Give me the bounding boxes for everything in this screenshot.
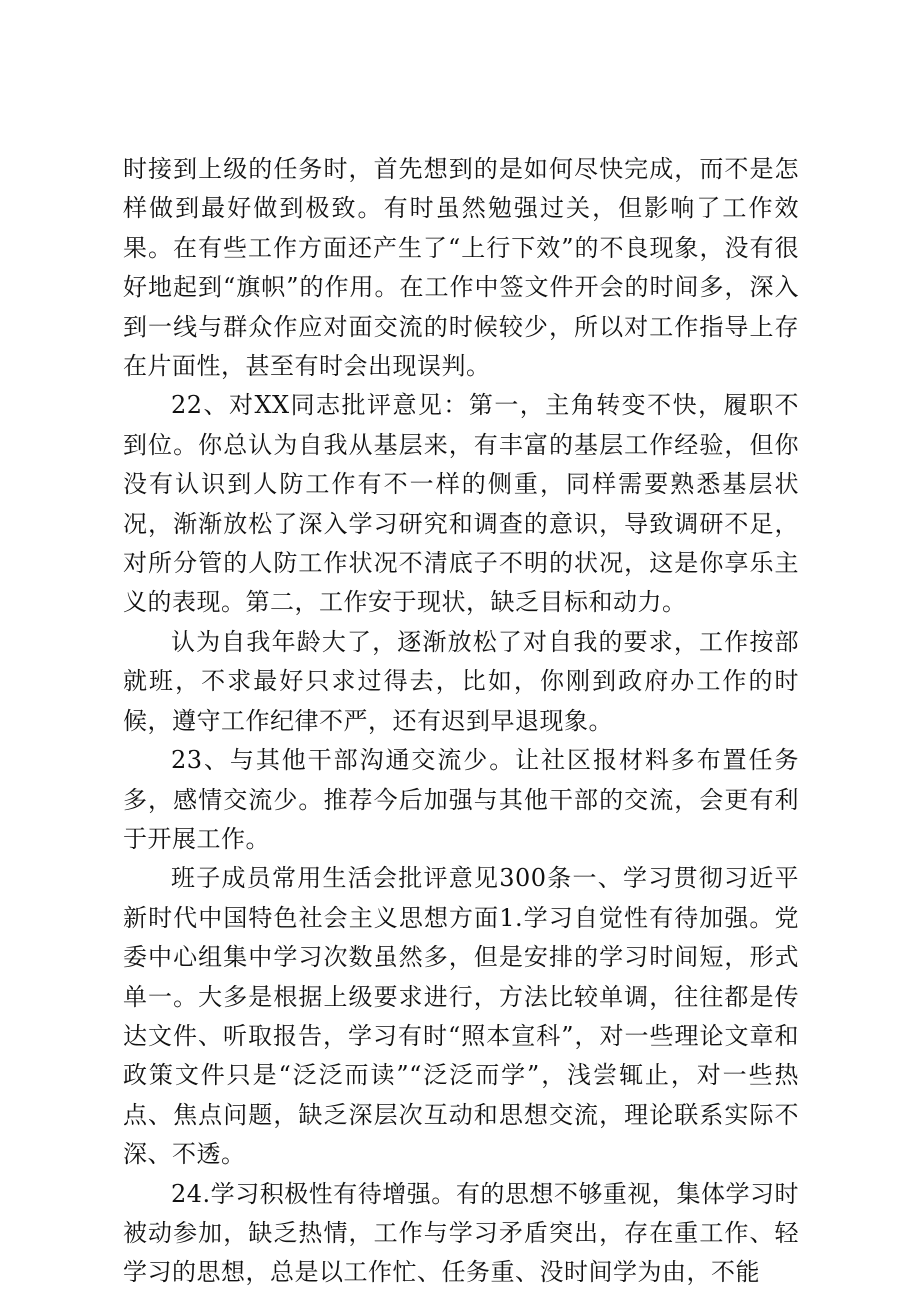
- document-body: [123, 150, 799, 1293]
- paragraph-age: 认为自我年龄大了，逐渐放松了对自我的要求，工作按部就班，不求最好只求过得去，比如，你刚到政府办工作的时候，遵守工作纪律不严，还有迟到早退现象。: [123, 627, 799, 735]
- paragraph-study-300: 班子成员常用生活会批评意见300条一、学习贯彻习近平新时代中国特色社会主义思想方面1.学习自觉性有待加强。党委中心组集中学习次数虽然多，但是安排的学习时间短，形式单一。大多是根据上级要求进行，方法比较单调，往往都是传达文件、听取报告，学习有时“照本宣科”，对一些理论文章和政策文件只是“泛泛而读”“泛泛而学”，浅尝辄止，对一些热点、焦点问题，缺乏深层次互动和思想交流，理论联系实际不深、不透。: [123, 864, 799, 1169]
- paragraph-24: 24.学习积极性有待增强。有的思想不够重视，集体学习时被动参加，缺乏热情，工作与学习矛盾突出，存在重工作、轻学习的思想，总是以工作忙、任务重、没时间学为由，不能: [123, 1179, 799, 1287]
- paragraph-continuation: 时接到上级的任务时，首先想到的是如何尽快完成，而不是怎样做到最好做到极致。有时虽然勉强过关，但影响了工作效果。在有些工作方面还产生了“上行下效”的不良现象，没有很好地起到“旗帜”的作用。在工作中签文件开会的时间多，深入到一线与群众作应对面交流的时候较少，所以对工作指导上存在片面性，甚至有时会出现误判。: [123, 155, 799, 381]
- paragraph-22: 22、对XX同志批评意见：第一，主角转变不快，履职不到位。你总认为自我从基层来，有丰富的基层工作经验，但你没有认识到人防工作有不一样的侧重，同样需要熟悉基层状况，渐渐放松了深入学习研究和调查的意识，导致调研不足，对所分管的人防工作状况不清底子不明的状况，这是你享乐主义的表现。第二，工作安于现状，缺乏目标和动力。: [123, 391, 799, 617]
- paragraph-23: 23、与其他干部沟通交流少。让社区报材料多布置任务多，感情交流少。推荐今后加强与其他干部的交流，会更有利于开展工作。: [123, 746, 799, 853]
